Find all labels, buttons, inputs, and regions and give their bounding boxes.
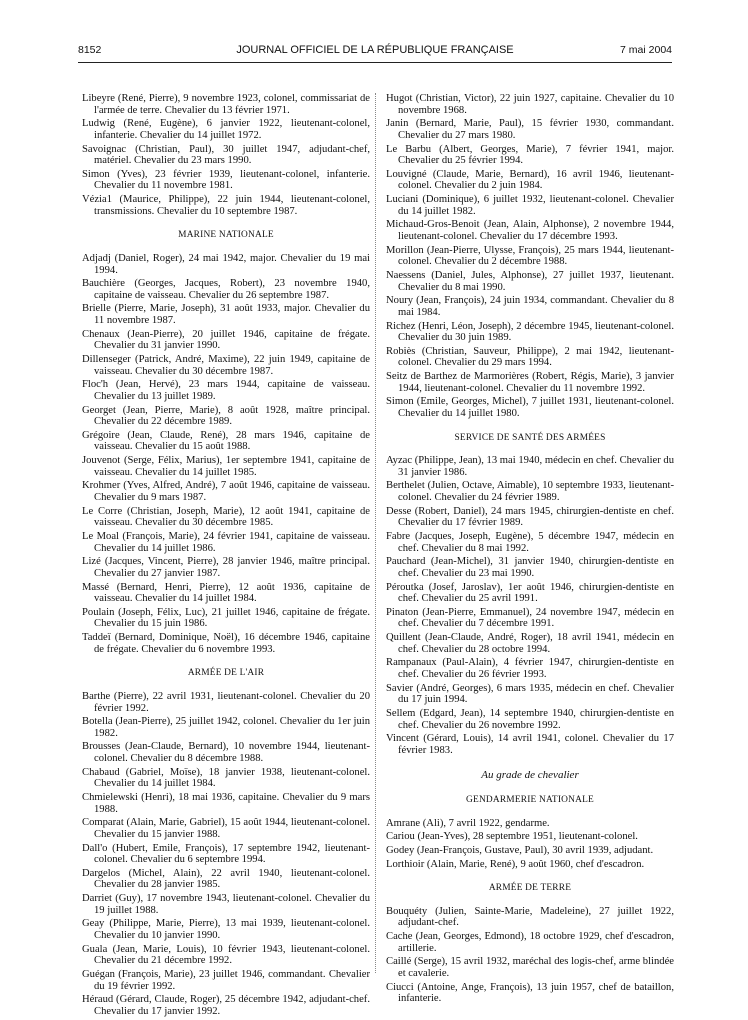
list-item: Lizé (Jacques, Vincent, Pierre), 28 janvier 1946, maître principal. Chevalier du 27 janvier 1987. (82, 556, 370, 579)
list-item: Brousses (Jean-Claude, Bernard), 10 novembre 1944, lieutenant-colonel. Chevalier du 8 décembre 1988. (82, 741, 370, 765)
list-item: Péroutka (Josef, Jaroslav), 1er août 1946, chirurgien-dentiste en chef. Chevalier du 25 avril 1991. (386, 581, 674, 605)
publication-date: 7 mai 2004 (620, 44, 672, 56)
list-item: Cache (Jean, Georges, Edmond), 18 octobre 1929, chef d'escadron, artillerie. (386, 931, 674, 954)
list-item: Dargelos (Michel, Alain), 22 avril 1940, lieutenant-colonel. Chevalier du 28 janvier 1985. (82, 867, 370, 891)
list-item: Le Moal (François, Marie), 24 février 1941, capitaine de vaisseau. Chevalier du 14 juillet 1986. (82, 531, 370, 554)
list-item: Chabaud (Gabriel, Moïse), 18 janvier 1938, lieutenant-colonel. Chevalier du 14 juillet 1984. (82, 766, 370, 790)
list-item: Cariou (Jean-Yves), 28 septembre 1951, lieutenant-colonel. (386, 831, 638, 843)
list-item: Hugot (Christian, Victor), 22 juin 1927, capitaine. Chevalier du 10 novembre 1968. (386, 93, 674, 116)
list-item: Pauchard (Jean-Michel), 31 janvier 1940, chirurgien-dentiste en chef. Chevalier du 23 mai 1990. (386, 556, 674, 579)
list-item: Poulain (Joseph, Félix, Luc), 21 juillet 1946, capitaine de frégate. Chevalier du 15 juin 1986. (82, 606, 370, 630)
list-item: Savier (André, Georges), 6 mars 1935, médecin en chef. Chevalier du 17 juin 1994. (386, 682, 674, 706)
list-item: Savoignac (Christian, Paul), 30 juillet 1947, adjudant-chef, matériel. Chevalier du 23 mars 1990. (82, 143, 370, 167)
list-item: Guala (Jean, Marie, Louis), 10 février 1943, lieutenant-colonel. Chevalier du 21 décembre 1992. (82, 943, 370, 967)
left-column (82, 93, 370, 1020)
section-heading: SERVICE DE SANTÉ DES ARMÉES (454, 432, 606, 443)
list-item: Morillon (Jean-Pierre, Ulysse, François), 25 mars 1944, lieutenant-colonel. Chevalier du 2 décembre 1988. (386, 244, 674, 268)
list-item: Dillenseger (Patrick, André, Maxime), 22 juin 1949, capitaine de vaisseau. Chevalier du 30 décembre 1987. (82, 354, 370, 377)
header-rule (78, 62, 672, 63)
list-item: Godey (Jean-François, Gustave, Paul), 30 avril 1939, adjudant. (386, 845, 654, 856)
list-item: Barthe (Pierre), 22 avril 1931, lieutenant-colonel. Chevalier du 20 février 1992. (82, 690, 370, 714)
page-header (78, 44, 672, 58)
list-item: Héraud (Gérard, Claude, Roger), 25 décembre 1942, adjudant-chef. Chevalier du 17 janvier 1992. (82, 994, 370, 1017)
section-heading: MARINE NATIONALE (178, 230, 274, 241)
list-item: Luciani (Dominique), 6 juillet 1932, lieutenant-colonel. Chevalier du 14 juillet 1982. (386, 194, 674, 217)
list-item: Louvigné (Claude, Marie, Bernard), 16 avril 1946, lieutenant-colonel. Chevalier du 2 juin 1984. (386, 168, 674, 192)
list-item: Jouvenot (Serge, Félix, Marius), 1er septembre 1941, capitaine de vaisseau. Chevalier du 14 juillet 1985. (82, 455, 370, 478)
list-item: Botella (Jean-Pierre), 25 juillet 1942, colonel. Chevalier du 1er juin 1982. (82, 716, 370, 739)
list-item: Georget (Jean, Pierre, Marie), 8 août 1928, maître principal. Chevalier du 22 décembre 1989. (82, 404, 370, 428)
list-item: Grégoire (Jean, Claude, René), 28 mars 1946, capitaine de vaisseau. Chevalier du 15 août 1988. (82, 429, 370, 453)
list-item: Chmielewski (Henri), 18 mai 1936, capitaine. Chevalier du 9 mars 1988. (82, 792, 370, 815)
list-item: Caillé (Serge), 15 avril 1932, maréchal des logis-chef, arme blindée et cavalerie. (386, 956, 674, 980)
list-item: Michaud-Gros-Benoit (Jean, Alain, Alphonse), 2 novembre 1944, lieutenant-colonel. Chevalier du 17 décembre 1993. (386, 219, 674, 242)
list-item: Berthelet (Julien, Octave, Aimable), 10 septembre 1933, lieutenant-colonel. Chevalier du 24 février 1989. (386, 480, 674, 504)
list-item: Brielle (Pierre, Marie, Joseph), 31 août 1933, major. Chevalier du 11 novembre 1987. (82, 303, 370, 327)
list-item: Pinaton (Jean-Pierre, Emmanuel), 24 novembre 1947, médecin en chef. Chevalier du 7 décembre 1991. (386, 606, 674, 630)
list-item: Simon (Yves), 23 février 1939, lieutenant-colonel, infanterie. Chevalier du 11 novembre 1981. (82, 168, 370, 192)
list-item: Lorthioir (Alain, Marie, René), 9 août 1960, chef d'escadron. (386, 858, 645, 870)
list-item: Darriet (Guy), 17 novembre 1943, lieutenant-colonel. Chevalier du 19 juillet 1988. (82, 893, 370, 916)
right-column (386, 93, 674, 1007)
list-item: Ludwig (René, Eugène), 6 janvier 1922, lieutenant-colonel, infanterie. Chevalier du 14 juillet 1972. (82, 118, 370, 141)
list-item: Ayzac (Philippe, Jean), 13 mai 1940, médecin en chef. Chevalier du 31 janvier 1986. (386, 455, 674, 478)
section-heading: ARMÉE DE L'AIR (187, 668, 265, 679)
list-item: Adjadj (Daniel, Roger), 24 mai 1942, major. Chevalier du 19 mai 1994. (82, 252, 370, 276)
list-item: Sellem (Edgard, Jean), 14 septembre 1940, chirurgien-dentiste en chef. Chevalier du 26 novembre 1992. (386, 707, 674, 731)
column-divider (375, 93, 376, 973)
list-item: Fabre (Jacques, Joseph, Eugène), 5 décembre 1947, médecin en chef. Chevalier du 8 mai 1992. (386, 531, 674, 554)
list-item: Seitz de Barthez de Marmorières (Robert, Régis, Marie), 3 janvier 1944, lieutenant-colonel. Chevalier du 11 novembre 1992. (386, 371, 674, 394)
list-item: Simon (Emile, Georges, Michel), 7 juillet 1931, lieutenant-colonel. Chevalier du 14 juillet 1980. (386, 396, 674, 419)
list-item: Janin (Bernard, Marie, Paul), 15 février 1930, commandant. Chevalier du 27 mars 1980. (386, 118, 674, 141)
list-item: Amrane (Ali), 7 avril 1922, gendarme. (386, 817, 550, 829)
list-item: Le Corre (Christian, Joseph, Marie), 12 août 1941, capitaine de vaisseau. Chevalier du 30 décembre 1985. (82, 505, 370, 529)
grade-heading: Au grade de chevalier (481, 769, 579, 782)
list-item: Floc'h (Jean, Hervé), 23 mars 1944, capitaine de vaisseau. Chevalier du 13 juillet 1989. (82, 379, 370, 402)
list-item: Comparat (Alain, Marie, Gabriel), 15 août 1944, lieutenant-colonel. Chevalier du 15 janvier 1988. (82, 817, 370, 840)
list-item: Noury (Jean, François), 24 juin 1934, commandant. Chevalier du 8 mai 1984. (386, 295, 674, 318)
list-item: Krohmer (Yves, Alfred, André), 7 août 1946, capitaine de vaisseau. Chevalier du 9 mars 1987. (82, 480, 370, 504)
list-item: Naessens (Daniel, Jules, Alphonse), 27 juillet 1937, lieutenant. Chevalier du 8 mai 1990. (386, 269, 674, 293)
list-item: Rampanaux (Paul-Alain), 4 février 1947, chirurgien-dentiste en chef. Chevalier du 26 février 1993. (386, 657, 674, 680)
list-item: Vincent (Gérard, Louis), 14 avril 1941, colonel. Chevalier du 17 février 1983. (386, 733, 674, 756)
page-number: 8152 (78, 44, 102, 56)
list-item: Bouquéty (Julien, Sainte-Marie, Madeleine), 27 juillet 1922, adjudant-chef. (386, 905, 674, 929)
list-item: Geay (Philippe, Marie, Pierre), 13 mai 1939, lieutenant-colonel. Chevalier du 10 janvier 1990. (82, 918, 370, 942)
section-heading: ARMÉE DE TERRE (488, 883, 572, 894)
list-item: Richez (Henri, Léon, Joseph), 2 décembre 1945, lieutenant-colonel. Chevalier du 30 juin 1989. (386, 320, 674, 344)
section-heading: GENDARMERIE NATIONALE (466, 795, 594, 806)
list-item: Bauchière (Georges, Jacques, Robert), 23 novembre 1940, capitaine de vaisseau. Chevalier du 26 septembre 1987. (82, 278, 370, 301)
list-item: Massé (Bernard, Henri, Pierre), 12 août 1936, capitaine de vaisseau. Chevalier du 14 juillet 1984. (82, 581, 370, 605)
list-item: Dall'o (Hubert, Emile, François), 17 septembre 1942, lieutenant-colonel. Chevalier du 6 septembre 1994. (82, 842, 370, 866)
list-item: Robiès (Christian, Sauveur, Philippe), 2 mai 1942, lieutenant-colonel. Chevalier du 29 mars 1994. (386, 345, 674, 369)
list-item: Ciucci (Antoine, Ange, François), 13 juin 1957, chef de bataillon, infanterie. (386, 981, 674, 1005)
list-item: Vézia1 (Maurice, Philippe), 22 juin 1944, lieutenant-colonel, transmissions. Chevalier du 10 septembre 1987. (82, 194, 370, 217)
list-item: Le Barbu (Albert, Georges, Marie), 7 février 1941, major. Chevalier du 25 février 1994. (386, 143, 674, 167)
journal-title: JOURNAL OFFICIEL DE LA RÉPUBLIQUE FRANÇAISE (236, 44, 514, 56)
list-item: Guégan (François, Marie), 23 juillet 1946, commandant. Chevalier du 19 février 1992. (82, 969, 370, 992)
list-item: Libeyre (René, Pierre), 9 novembre 1923, colonel, commissariat de l'armée de terre. Chevalier du 13 février 1971. (82, 93, 370, 116)
list-item: Desse (Robert, Daniel), 24 mars 1945, chirurgien-dentiste en chef. Chevalier du 17 février 1989. (386, 505, 674, 529)
list-item: Chenaux (Jean-Pierre), 20 juillet 1946, capitaine de frégate. Chevalier du 31 janvier 1990. (82, 328, 370, 352)
list-item: Taddeï (Bernard, Dominique, Noël), 16 décembre 1946, capitaine de frégate. Chevalier du 6 novembre 1993. (82, 632, 370, 655)
list-item: Quillent (Jean-Claude, André, Roger), 18 avril 1941, médecin en chef. Chevalier du 28 octobre 1994. (386, 632, 674, 655)
